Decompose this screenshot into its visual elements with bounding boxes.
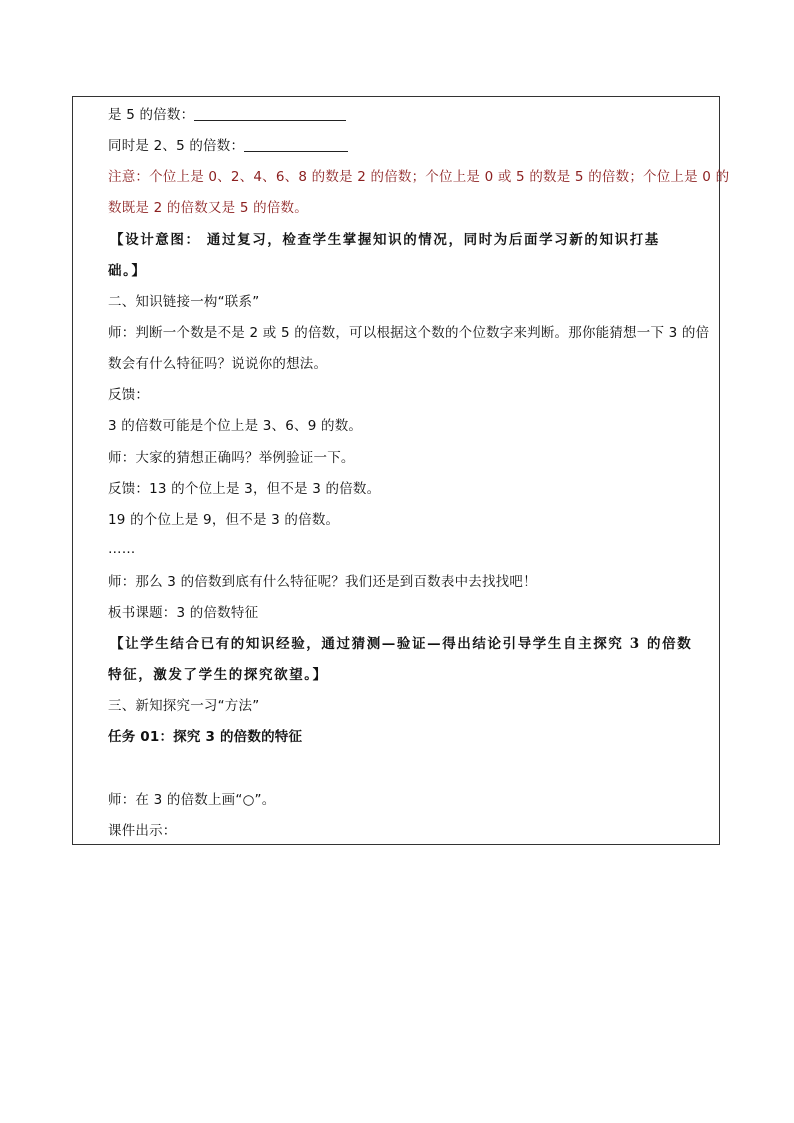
multiple-of-2-and-5-label: 同时是 2、5 的倍数： <box>108 138 245 154</box>
teacher-verify-line: 师：大家的猜想正确吗？举例验证一下。 <box>108 450 355 466</box>
feedback-example-19: 19 的个位上是 9，但不是 3 的倍数。 <box>108 512 340 528</box>
courseware-label: 课件出示： <box>108 823 177 839</box>
design-intent-2-line-1: 【让学生结合已有的知识经验，通过猜测—验证—得出结论引导学生自主探究 3 的倍数 <box>110 636 693 652</box>
ellipsis-line: …… <box>108 541 136 557</box>
guess-line: 3 的倍数可能是个位上是 3、6、9 的数。 <box>108 418 363 434</box>
teacher-question-line-1: 师：判断一个数是不是 2 或 5 的倍数，可以根据这个数的个位数字来判断。那你能猜想一下 3 的倍 <box>108 325 710 341</box>
design-intent-line-1: 【设计意图： 通过复习，检查学生掌握知识的情况，同时为后面学习新的知识打基 <box>110 232 660 248</box>
multiple-of-5-label: 是 5 的倍数： <box>108 107 195 123</box>
board-title-line: 板书课题：3 的倍数特征 <box>108 605 259 621</box>
teacher-hundred-chart-line: 师：那么 3 的倍数到底有什么特征呢？我们还是到百数表中去找找吧！ <box>108 574 537 590</box>
design-intent-line-2: 础。】 <box>108 263 147 279</box>
multiple-of-5-line <box>108 106 346 124</box>
feedback-label: 反馈： <box>108 387 150 403</box>
multiple-of-5-blank[interactable] <box>194 106 346 121</box>
teacher-question-line-2: 数会有什么特征吗？说说你的想法。 <box>108 356 328 372</box>
section-heading-2: 二、知识链接一构“联系” <box>108 294 260 310</box>
multiple-of-2-and-5-blank[interactable] <box>244 137 348 152</box>
multiple-of-2-and-5-line <box>108 137 348 155</box>
task-01-heading: 任务 01：探究 3 的倍数的特征 <box>108 729 303 745</box>
section-heading-3: 三、新知探究一习“方法” <box>108 698 260 714</box>
feedback-example-13: 反馈：13 的个位上是 3，但不是 3 的倍数。 <box>108 481 381 497</box>
design-intent-2-line-2: 特征，激发了学生的探究欲望。】 <box>108 667 328 683</box>
document-table-cell <box>72 96 730 845</box>
teacher-circle-instruction: 师：在 3 的倍数上画“○”。 <box>108 792 276 808</box>
note-line-1: 注意：个位上是 0、2、4、6、8 的数是 2 的倍数；个位上是 0 或 5 的数是 5 的倍数；个位上是 0 的 <box>108 169 730 185</box>
note-line-2: 数既是 2 的倍数又是 5 的倍数。 <box>108 200 308 216</box>
